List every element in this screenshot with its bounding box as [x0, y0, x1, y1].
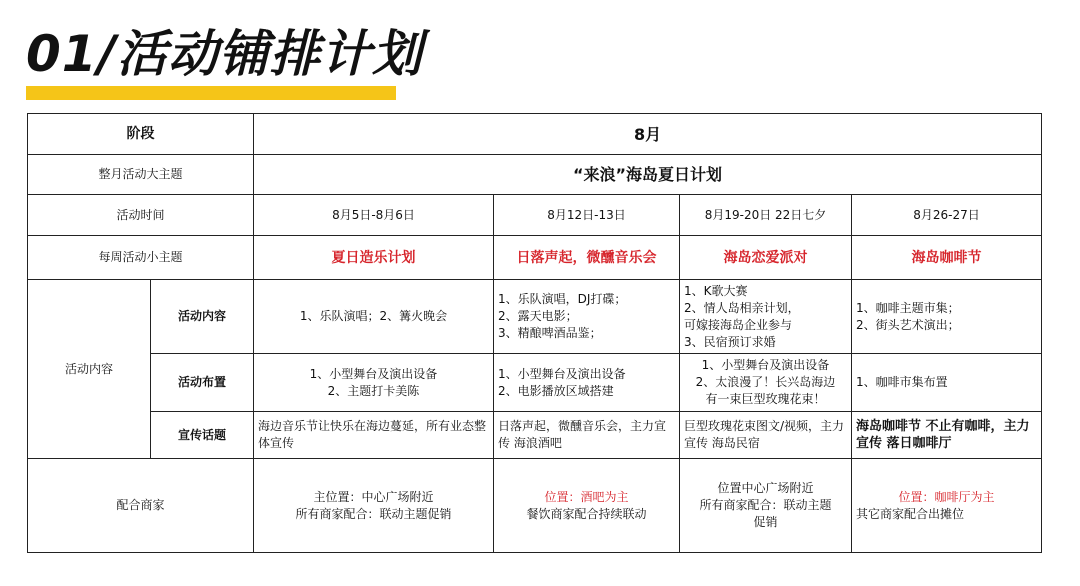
- merchant-line: 所有商家配合：联动主题: [699, 498, 832, 512]
- content-cell: [254, 280, 494, 354]
- merchant-line: 主位置：中心广场附近: [313, 489, 434, 504]
- main-theme-cell: “来浪”海岛夏日计划: [254, 155, 1042, 195]
- merchant-label: 配合商家: [28, 459, 254, 553]
- layout-line: 有一束巨型玫瑰花束！: [705, 392, 826, 406]
- merchant-cell: [680, 459, 852, 553]
- stage-row: [28, 114, 1042, 155]
- weekly-theme-cell: 日落声起，微醺音乐会: [494, 236, 680, 280]
- weekly-theme-row: [28, 236, 1042, 280]
- merchant-cell: [254, 459, 494, 553]
- time-cell: 8月5日-8月6日: [254, 195, 494, 236]
- merchant-location: 位置：酒吧为主: [544, 489, 629, 504]
- promo-cell: 日落声起，微醺音乐会，主力宣传 海浪酒吧: [494, 412, 680, 459]
- layout-cell: [680, 354, 852, 412]
- content-line: 2、街头艺术演出；: [856, 317, 960, 332]
- merchant-line: 其它商家配合出摊位: [856, 506, 965, 521]
- time-row: [28, 195, 1042, 236]
- content-line: 1、乐队演唱，DJ打碟；: [498, 292, 627, 306]
- content-line: 可嫁接海岛企业参与: [684, 317, 793, 332]
- layout-line: 1、小型舞台及演出设备: [309, 366, 438, 381]
- layout-row: [28, 354, 1042, 412]
- content-cell: [494, 280, 680, 354]
- title-underline-bar: [26, 86, 396, 100]
- sub-promo-label: 宣传话题: [151, 412, 254, 459]
- layout-line: 1、咖啡市集布置: [856, 375, 948, 389]
- content-row: [28, 280, 1042, 354]
- merchant-line: 餐饮商家配合持续联动: [526, 506, 647, 521]
- content-line: 2、露天电影；: [498, 309, 578, 323]
- content-line: 1、乐队演唱；2、篝火晚会: [299, 309, 448, 323]
- content-cell: [680, 280, 852, 354]
- content-line: 3、民宿预订求婚: [684, 334, 776, 349]
- activity-section-label: 活动内容: [28, 280, 151, 459]
- weekly-theme-cell: 夏日造乐计划: [254, 236, 494, 280]
- stage-label: 阶段: [28, 114, 254, 155]
- layout-cell: [494, 354, 680, 412]
- weekly-theme-label: 每周活动小主题: [28, 236, 254, 280]
- merchant-cell: [852, 459, 1042, 553]
- layout-line: 1、小型舞台及演出设备: [498, 366, 626, 381]
- time-label: 活动时间: [28, 195, 254, 236]
- activity-plan-table: [27, 113, 1042, 553]
- sub-content-label: 活动内容: [151, 280, 254, 354]
- page-title: 01/活动铺排计划: [26, 25, 423, 83]
- time-cell: 8月26-27日: [852, 195, 1042, 236]
- time-cell: 8月19-20日 22日七夕: [680, 195, 852, 236]
- promo-cell: 海边音乐节让快乐在海边蔓延，所有业态整体宣传: [254, 412, 494, 459]
- merchant-row: [28, 459, 1042, 553]
- merchant-line: 所有商家配合：联动主题促销: [295, 506, 452, 521]
- merchant-cell: [494, 459, 680, 553]
- layout-line: 2、主题打卡美陈: [327, 383, 420, 398]
- main-theme-row: [28, 155, 1042, 195]
- promo-cell: 巨型玫瑰花束图文/视频，主力宣传 海岛民宿: [680, 412, 852, 459]
- content-line: 3、精酿啤酒品鉴；: [498, 326, 602, 340]
- layout-cell: [852, 354, 1042, 412]
- month-cell: 8月: [254, 114, 1042, 155]
- content-line: 1、咖啡主题市集；: [856, 300, 960, 315]
- layout-line: 2、太浪漫了！长兴岛海边: [695, 375, 836, 389]
- layout-cell: [254, 354, 494, 412]
- promo-cell: 海岛咖啡节 不止有咖啡，主力宣传 落日咖啡厅: [852, 412, 1042, 459]
- weekly-theme-cell: 海岛恋爱派对: [680, 236, 852, 280]
- merchant-location: 位置：咖啡厅为主: [898, 489, 995, 504]
- main-theme-label: 整月活动大主题: [28, 155, 254, 195]
- layout-line: 1、小型舞台及演出设备: [701, 358, 830, 372]
- merchant-line: 位置中心广场附近: [717, 481, 814, 495]
- layout-line: 2、电影播放区域搭建: [498, 383, 614, 398]
- time-cell: 8月12日-13日: [494, 195, 680, 236]
- sub-layout-label: 活动布置: [151, 354, 254, 412]
- merchant-line: 促销: [753, 515, 778, 529]
- content-line: 2、情人岛相亲计划，: [684, 300, 800, 315]
- promo-row: [28, 412, 1042, 459]
- weekly-theme-cell: 海岛咖啡节: [852, 236, 1042, 280]
- content-cell: [852, 280, 1042, 354]
- content-line: 1、K歌大赛: [684, 283, 748, 298]
